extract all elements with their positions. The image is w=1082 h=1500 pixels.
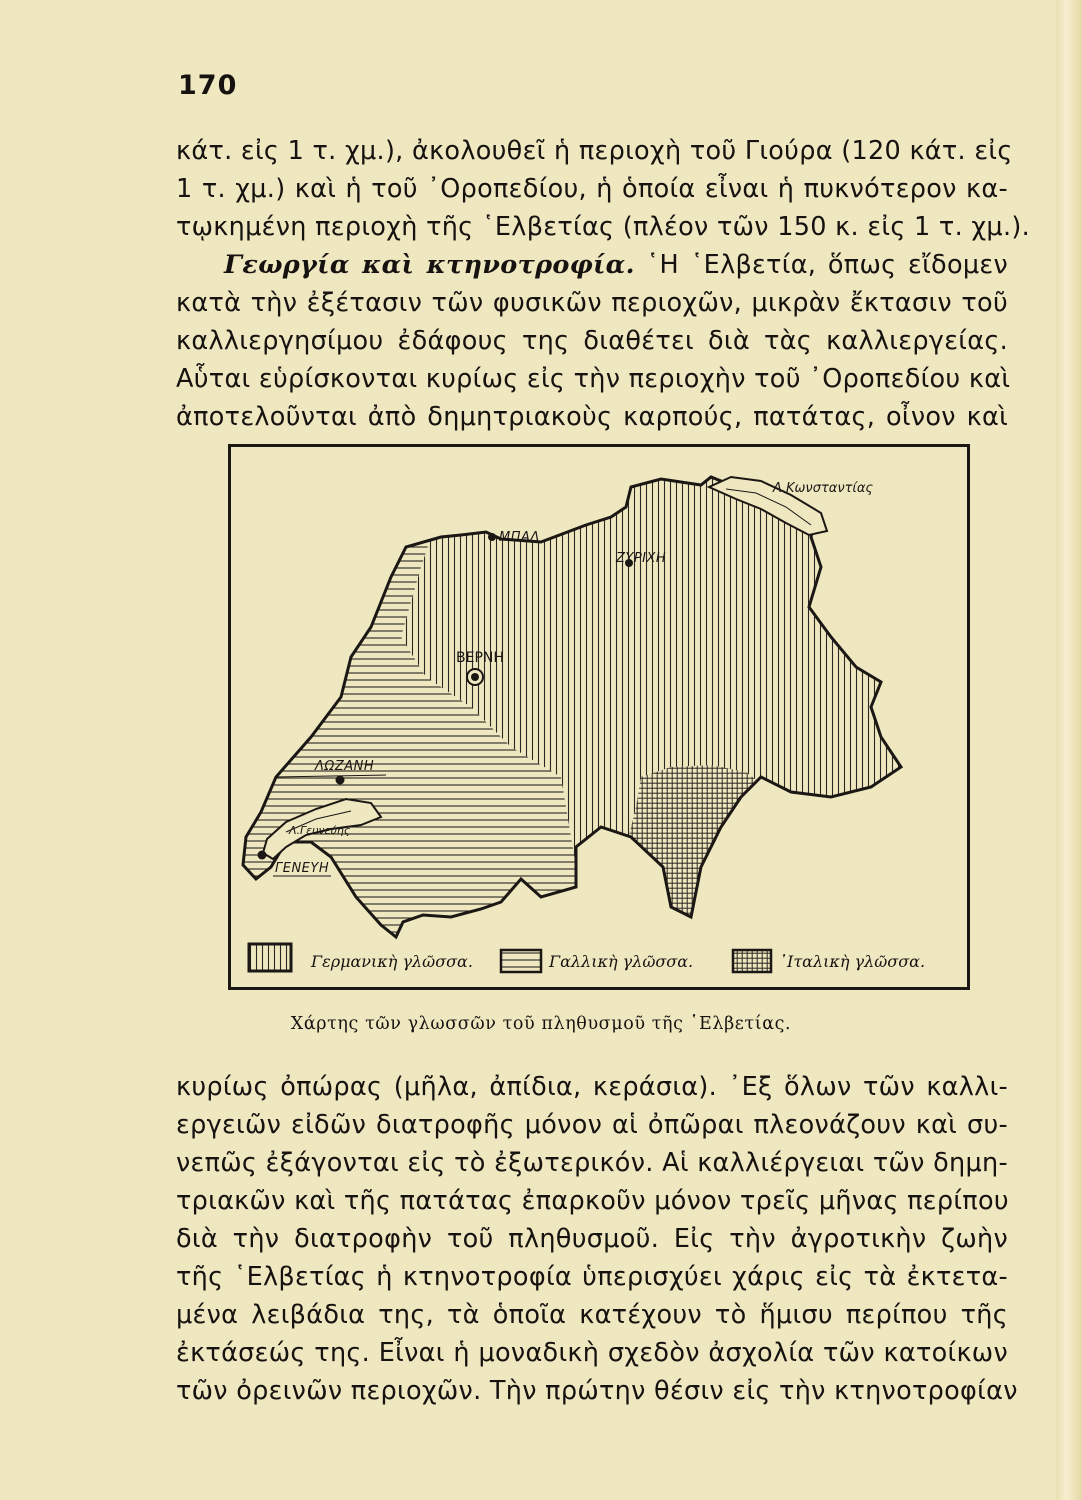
label-lake-geneva: Λ.Γευνεύης	[289, 824, 351, 837]
section-heading: Γεωργία καὶ κτηνοτροφία.	[224, 250, 635, 280]
page-number: 170	[178, 70, 238, 101]
text-line: κάτ. εἰς 1 τ. χμ.), ἀκολουθεῖ ἡ περιοχὴ τοῦ Γιούρα (120 κάτ. εἰς	[176, 136, 1013, 166]
text-line: 1 τ. χμ.) καὶ ἡ τοῦ ᾽Οροπεδίου, ἡ ὁποία εἶναι ἡ πυκνότερον κα-	[176, 174, 1008, 204]
label-lausanne: ΛΩΖΑΝΗ	[315, 759, 375, 774]
text-line: τῶν ὀρεινῶν περιοχῶν. Τὴν πρώτην θέσιν εἰς τὴν κτηνοτροφίαν	[176, 1376, 1018, 1406]
text-line: τῆς ῾Ελβετίας ἡ κτηνοτροφία ὑπερισχύει χάρις εἰς τὰ ἐκτετα-	[176, 1262, 1008, 1292]
geneva-marker	[258, 851, 267, 860]
legend-label-italian: ᾽Ιταλικὴ γλῶσσα.	[779, 952, 926, 971]
heading-continuation: ῾Η ῾Ελβετία, ὅπως εἴδομεν	[634, 250, 1008, 280]
text-line: ἀποτελοῦνται ἀπὸ δημητριακοὺς καρπούς, πατάτας, οἶνον καὶ	[176, 402, 1008, 432]
label-basel: ΜΠΑΛ	[499, 530, 540, 545]
label-bern: ΒΕΡΝΗ	[456, 650, 504, 666]
legend-swatch-italian	[733, 950, 771, 972]
bottom-paragraph	[176, 1068, 1018, 1410]
top-paragraph	[176, 132, 1031, 436]
heading-line	[176, 246, 1008, 284]
map-drawing	[231, 447, 967, 987]
language-map	[228, 444, 970, 990]
label-zurich: ΖΥΡΙΧΗ	[616, 551, 667, 566]
legend-swatch-french	[501, 950, 541, 972]
text-line: μένα λειβάδια της, τὰ ὁποῖα κατέχουν τὸ ἥμισυ περίπου τῆς	[176, 1300, 1008, 1330]
text-line: τριακῶν καὶ τῆς πατάτας ἐπαρκοῦν μόνον τρεῖς μῆνας περίπου	[176, 1186, 1009, 1216]
legend-swatch-german	[249, 944, 291, 971]
basel-marker	[488, 533, 496, 541]
text-line: καλλιεργησίμου ἐδάφους της διαθέτει διὰ τὰς καλλιεργείας.	[176, 326, 1008, 356]
text-line: διὰ τὴν διατροφὴν τοῦ πληθυσμοῦ. Εἰς τὴν ἀγροτικὴν ζωὴν	[176, 1224, 1008, 1254]
legend-label-french: Γαλλικὴ γλῶσσα.	[549, 952, 694, 971]
lausanne-marker	[336, 776, 345, 785]
text-line: εργειῶν εἰδῶν διατροφῆς μόνον αἱ ὀπῶραι πλεονάζουν καὶ συ-	[176, 1110, 1008, 1140]
text-line: νεπῶς ἐξάγονται εἰς τὸ ἐξωτερικόν. Αἱ καλλιέργειαι τῶν δημη-	[176, 1148, 1008, 1178]
text-line: Αὗται εὑρίσκονται κυρίως εἰς τὴν περιοχὴν τοῦ ᾽Οροπεδίου καὶ	[176, 364, 1011, 394]
label-lake-constance: Λ.Κωνσταντίας	[773, 481, 874, 496]
text-line: ἐκτάσεώς της. Εἶναι ἡ μοναδικὴ σχεδὸν ἀσχολία τῶν κατοίκων	[176, 1338, 1008, 1368]
text-line: τῳκημένη περιοχὴ τῆς ῾Ελβετίας (πλέον τῶν 150 κ. εἰς 1 τ. χμ.).	[176, 212, 1031, 242]
text-line: κυρίως ὀπώρας (μῆλα, ἀπίδια, κεράσια). ᾽Εξ ὅλων τῶν καλλι-	[176, 1072, 1008, 1102]
figure-caption: Χάρτης τῶν γλωσσῶν τοῦ πληθυσμοῦ τῆς ῾Ελβετίας.	[290, 1014, 792, 1034]
page-edge	[1056, 0, 1082, 1500]
legend-label-german: Γερμανικὴ γλῶσσα.	[311, 952, 473, 971]
label-geneva: ΓΕΝΕΥΗ	[275, 861, 330, 876]
text-line: κατὰ τὴν ἐξέτασιν τῶν φυσικῶν περιοχῶν, μικρὰν ἔκτασιν τοῦ	[176, 288, 1008, 318]
